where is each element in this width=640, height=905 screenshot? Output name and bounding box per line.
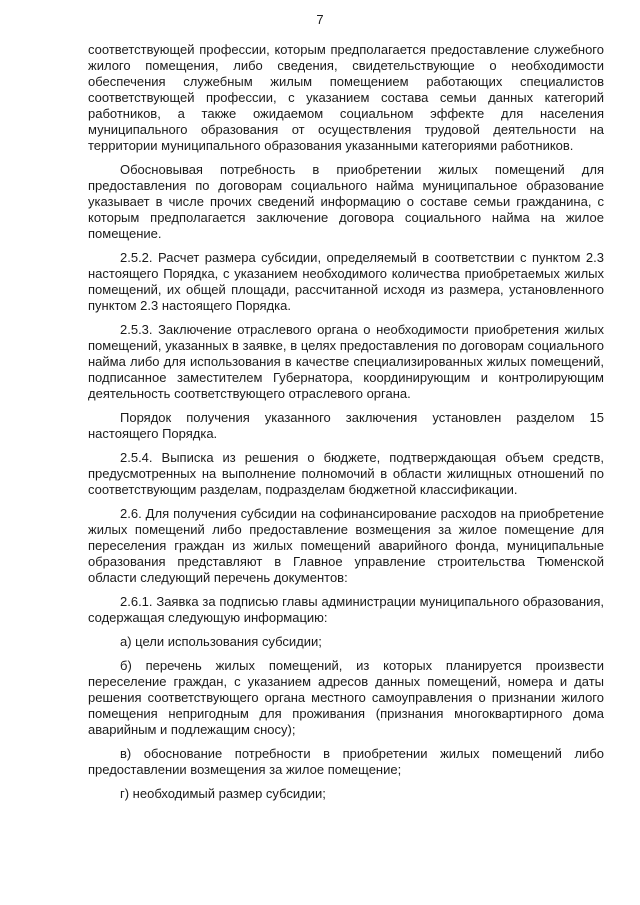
list-item-b: б) перечень жилых помещений, из которых планируется произвести переселение граждан, с указанием адресов данных помещений, номера и даты решения соответствующего органа местного самоуправления о признании жилого помещения непригодным для проживания (признания многоквартирного дома аварийным и подлежащим сносу); (88, 658, 604, 737)
paragraph-2-6: 2.6. Для получения субсидии на софинансирование расходов на приобретение жилых помещений либо предоставление возмещения за жилое помещение для переселения граждан из жилых помещений аварийного фонда, муниципальные образования представляют в Главное управление строительства Тюменской области следующий перечень документов: (88, 506, 604, 585)
list-item-g: г) необходимый размер субсидии; (120, 786, 326, 801)
paragraph-2-6-1: 2.6.1. Заявка за подписью главы администрации муниципального образования, содержащая следующую информацию: (88, 594, 604, 625)
paragraph-social-housing-justification: Обосновывая потребность в приобретении жилых помещений для предоставления по договорам социального найма муниципальное образование указывает в числе прочих сведений информацию о составе семьи гражданина, с которым предполагается заключение договора социального найма на жилое помещение. (88, 162, 604, 241)
paragraph-2-5-2: 2.5.2. Расчет размера субсидии, определяемый в соответствии с пунктом 2.3 настоящего Порядка, с указанием необходимого количества приобретаемых жилых помещений, их общей площади, рассчитанной исходя из размера, установленного пунктом 2.3 настоящего Порядка. (88, 250, 604, 313)
paragraph-2-5-3: 2.5.3. Заключение отраслевого органа о необходимости приобретения жилых помещений, указанных в заявке, в целях предоставления по договорам социального найма либо для использования в качестве специализированных жилых помещений, подписанное заместителем Губернатора, координирующим и контролирующим деятельность соответствующего отраслевого органа. (88, 322, 604, 401)
paragraph-2-5-4: 2.5.4. Выписка из решения о бюджете, подтверждающая объем средств, предусмотренных на выполнение полномочий в области жилищных отношений по соответствующим разделам, подразделам бюджетной классификации. (88, 450, 604, 497)
list-item-a: а) цели использования субсидии; (120, 634, 322, 649)
paragraph-continuation: соответствующей профессии, которым предполагается предоставление служебного жилого помещения, либо сведения, свидетельствующие о необходимости обеспечения служебным жилым помещением работающих специалистов соответствующей профессии, с указанием состава семьи данных категорий работников, а также ожидаемом социальном эффекте для населения муниципального образования от осуществления трудовой деятельности на территории муниципального образования указанными категориями работников. (88, 42, 604, 153)
paragraph-conclusion-procedure: Порядок получения указанного заключения установлен разделом 15 настоящего Порядка. (88, 410, 604, 441)
document-body (88, 42, 604, 810)
list-item-v: в) обоснование потребности в приобретении жилых помещений либо предоставлении возмещения за жилое помещение; (88, 746, 604, 777)
page-number: 7 (316, 12, 324, 27)
